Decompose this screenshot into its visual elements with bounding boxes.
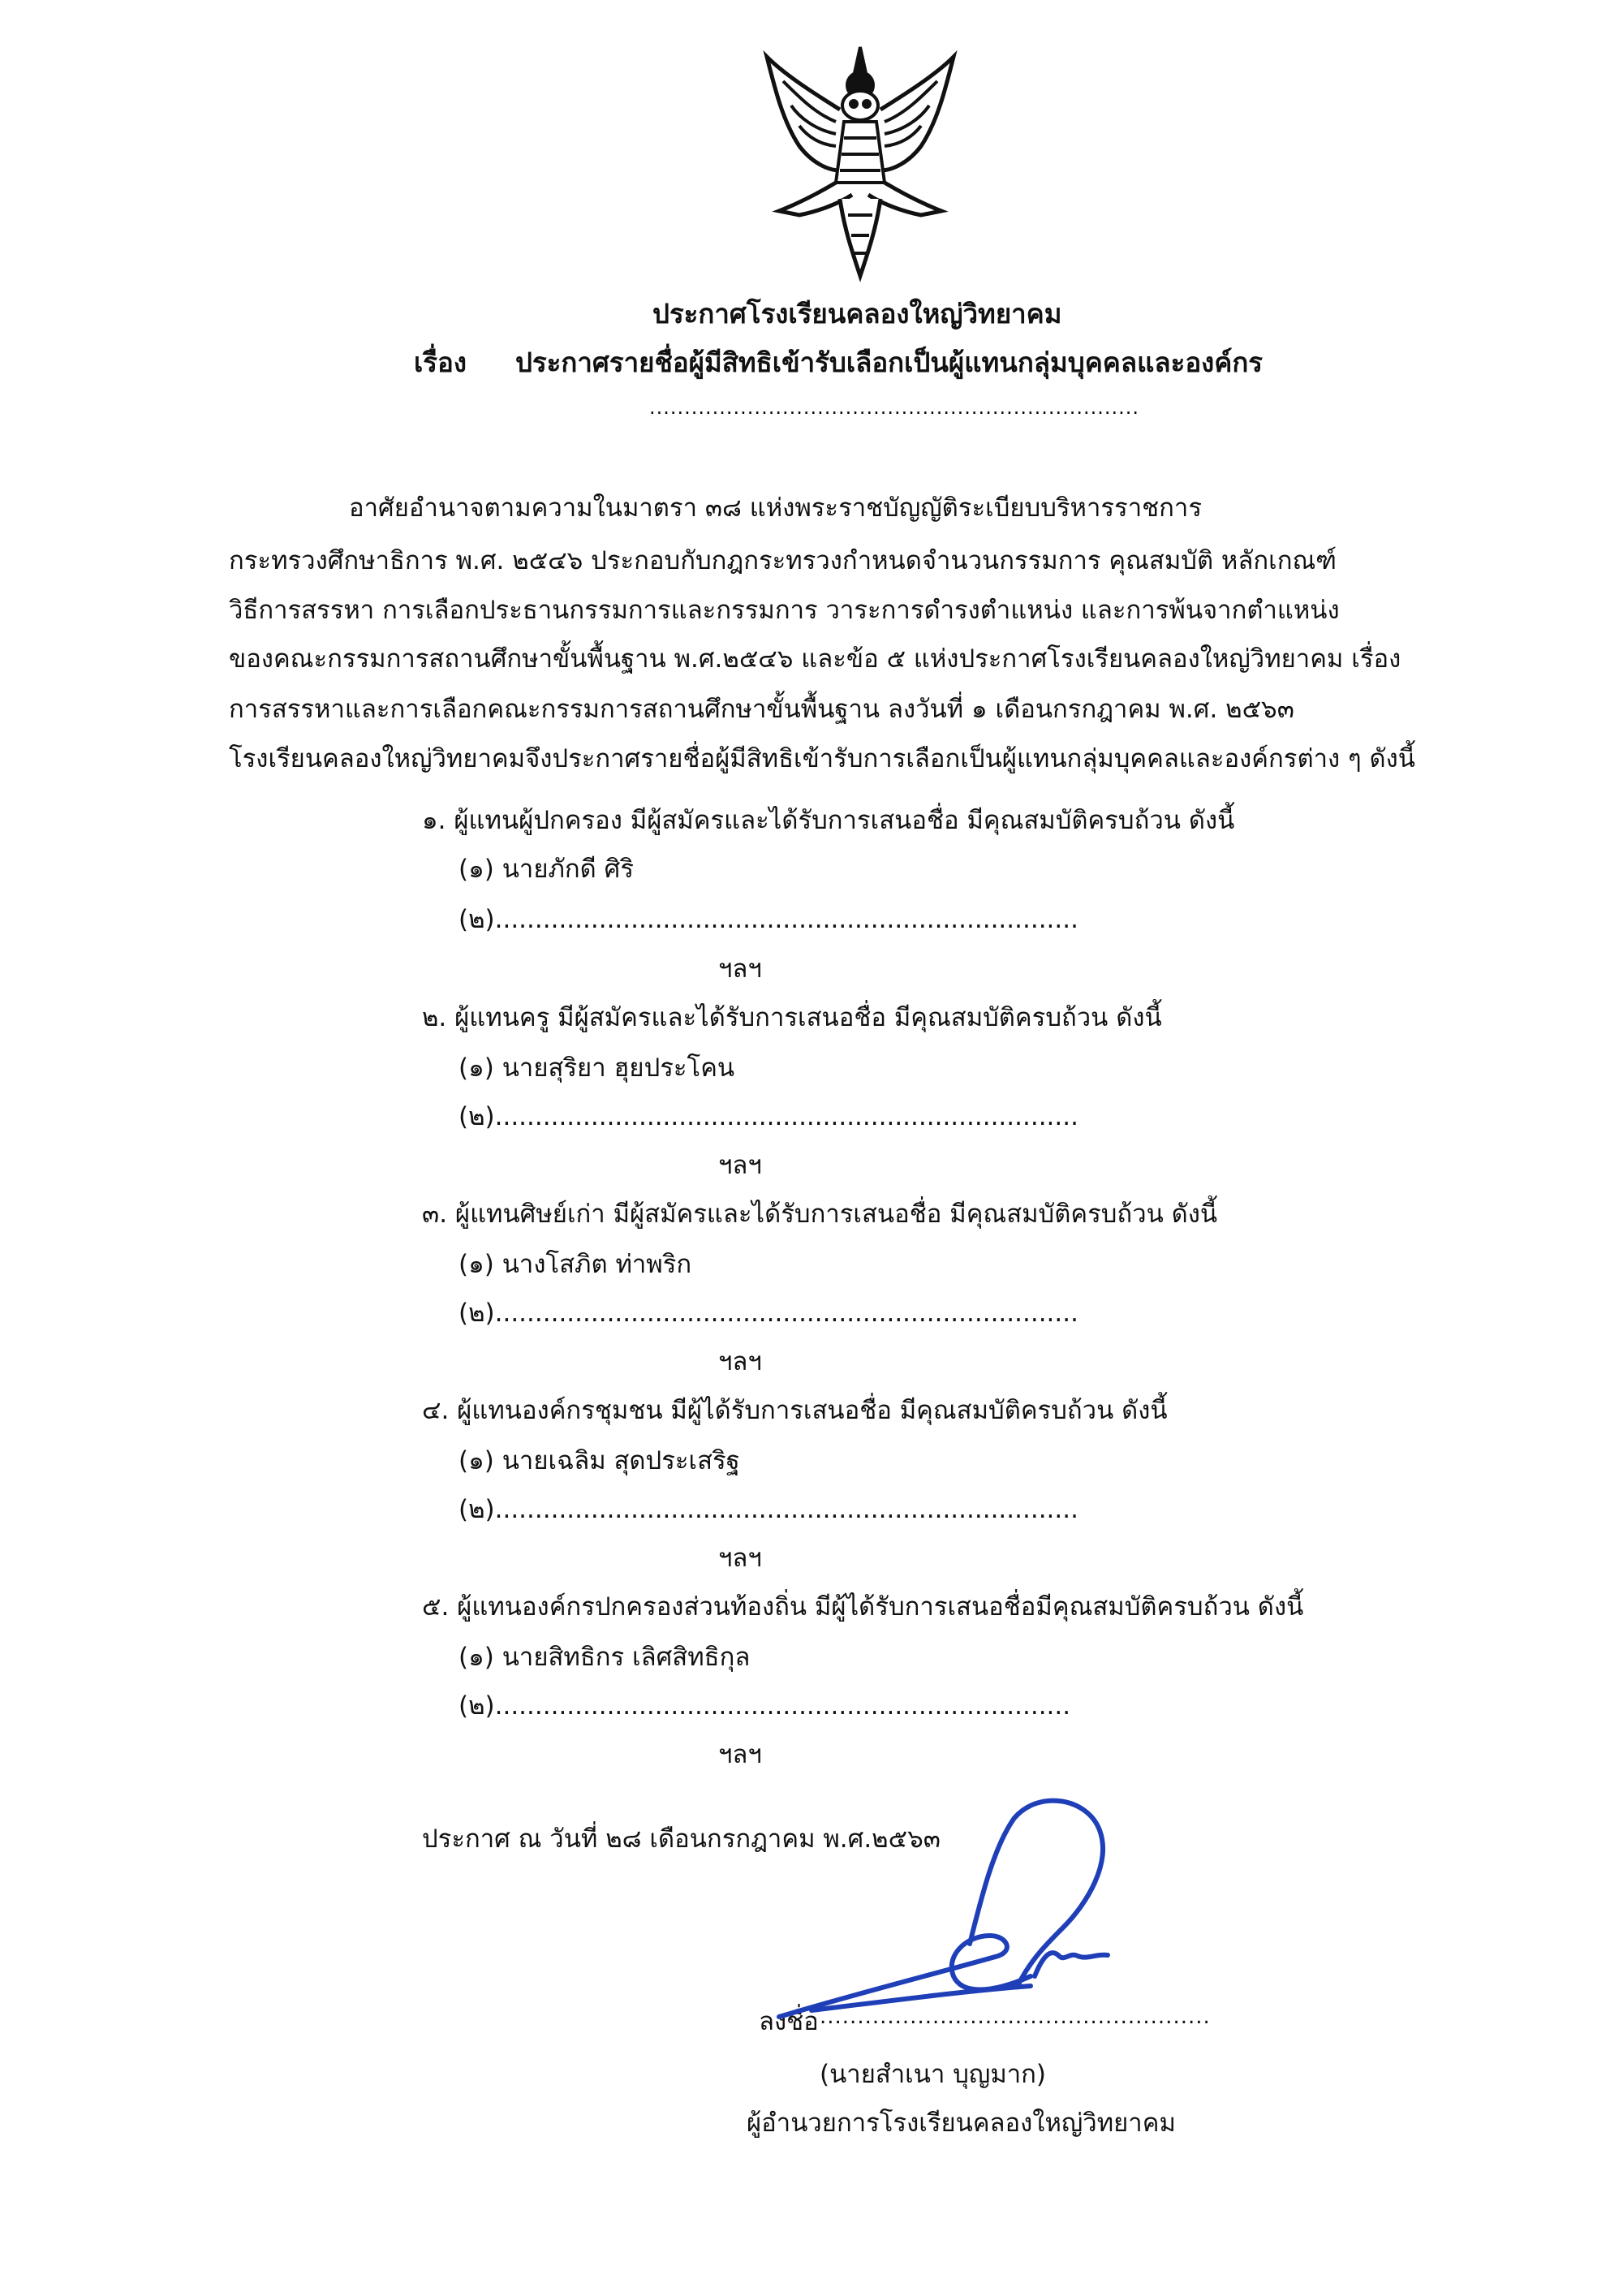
title-separator: ...................................................................... bbox=[649, 396, 1140, 419]
group-5-item-1: (๑) นายสิทธิกร เลิศสิทธิกุล bbox=[458, 1643, 751, 1672]
body-line-4: ของคณะกรรมการสถานศึกษาขั้นพื้นฐาน พ.ศ.๒๕๔๖ และข้อ ๕ แห่งประกาศโรงเรียนคลองใหญ่วิทยาคม เรื่อง bbox=[229, 644, 1401, 674]
group-1-item-2: (๒)......................................................................... bbox=[458, 905, 1078, 934]
body-line-2: กระทรวงศึกษาธิการ พ.ศ. ๒๕๔๖ ประกอบกับกฎกระทรวงกำหนดจำนวนกรรมการ คุณสมบัติ หลักเกณฑ์ bbox=[229, 546, 1337, 575]
sign-line: .................................................... bbox=[820, 2005, 1211, 2029]
body-line-6: โรงเรียนคลองใหญ่วิทยาคมจึงประกาศรายชื่อผู้มีสิทธิเข้ารับการเลือกเป็นผู้แทนกลุ่มบุคคลและองค์กรต่าง ๆ ดังนี้ bbox=[229, 744, 1415, 773]
announce-date: ประกาศ ณ วันที่ ๒๘ เดือนกรกฎาคม พ.ศ.๒๕๖๓ bbox=[422, 1824, 941, 1854]
group-4-item-1: (๑) นายเฉลิม สุดประเสริฐ bbox=[458, 1446, 740, 1475]
garuda-emblem-icon bbox=[751, 41, 970, 284]
group-4-item-2: (๒)......................................................................... bbox=[458, 1495, 1078, 1524]
group-2-heading: ๒. ผู้แทนครู มีผู้สมัครและได้รับการเสนอชื่อ มีคุณสมบัติครบถ้วน ดังนี้ bbox=[422, 1003, 1162, 1032]
signer-position: ผู้อำนวยการโรงเรียนคลองใหญ่วิทยาคม bbox=[747, 2109, 1176, 2138]
group-5-etc: ฯลฯ bbox=[718, 1740, 762, 1769]
handwritten-signature-icon bbox=[763, 1781, 1136, 2049]
group-4-etc: ฯลฯ bbox=[718, 1544, 762, 1573]
group-2-item-2: (๒)......................................................................... bbox=[458, 1102, 1078, 1131]
body-line-5: การสรรหาและการเลือกคณะกรรมการสถานศึกษาขั้นพื้นฐาน ลงวันที่ ๑ เดือนกรกฎาคม พ.ศ. ๒๕๖๓ bbox=[229, 695, 1294, 724]
group-3-heading: ๓. ผู้แทนศิษย์เก่า มีผู้สมัครและได้รับการเสนอชื่อ มีคุณสมบัติครบถ้วน ดังนี้ bbox=[422, 1200, 1218, 1229]
group-4-heading: ๔. ผู้แทนองค์กรชุมชน มีผู้ได้รับการเสนอชื่อ มีคุณสมบัติครบถ้วน ดังนี้ bbox=[422, 1396, 1168, 1425]
signer-name: (นายสำเนา บุญมาก) bbox=[820, 2060, 1047, 2089]
group-1-etc: ฯลฯ bbox=[718, 954, 762, 984]
body-line-1: อาศัยอำนาจตามความในมาตรา ๓๘ แห่งพระราชบัญญัติระเบียบบริหารราชการ bbox=[349, 493, 1202, 523]
body-line-3: วิธีการสรรหา การเลือกประธานกรรมการและกรรมการ วาระการดำรงตำแหน่ง และการพ้นจากตำแหน่ง bbox=[229, 596, 1340, 625]
group-3-item-1: (๑) นางโสภิต ท่าพริก bbox=[458, 1250, 692, 1279]
group-2-item-1: (๑) นายสุริยา ฮุยประโคน bbox=[458, 1053, 735, 1083]
subject-label: เรื่อง bbox=[414, 347, 467, 378]
sign-label: ลงชื่อ bbox=[759, 2007, 819, 2036]
document-subject: ประกาศรายชื่อผู้มีสิทธิเข้ารับเลือกเป็นผู้แทนกลุ่มบุคคลและองค์กร bbox=[515, 347, 1264, 378]
group-5-item-2: (๒)........................................................................ bbox=[458, 1691, 1071, 1721]
document-title: ประกาศโรงเรียนคลองใหญ่วิทยาคม bbox=[652, 298, 1062, 330]
group-5-heading: ๕. ผู้แทนองค์กรปกครองส่วนท้องถิ่น มีผู้ได้รับการเสนอชื่อมีคุณสมบัติครบถ้วน ดังนี้ bbox=[422, 1592, 1304, 1622]
group-2-etc: ฯลฯ bbox=[718, 1151, 762, 1180]
group-1-item-1: (๑) นายภักดี ศิริ bbox=[458, 855, 635, 884]
group-3-etc: ฯลฯ bbox=[718, 1347, 762, 1376]
group-3-item-2: (๒)......................................................................... bbox=[458, 1299, 1078, 1328]
group-1-heading: ๑. ผู้แทนผู้ปกครอง มีผู้สมัครและได้รับการเสนอชื่อ มีคุณสมบัติครบถ้วน ดังนี้ bbox=[422, 806, 1235, 835]
